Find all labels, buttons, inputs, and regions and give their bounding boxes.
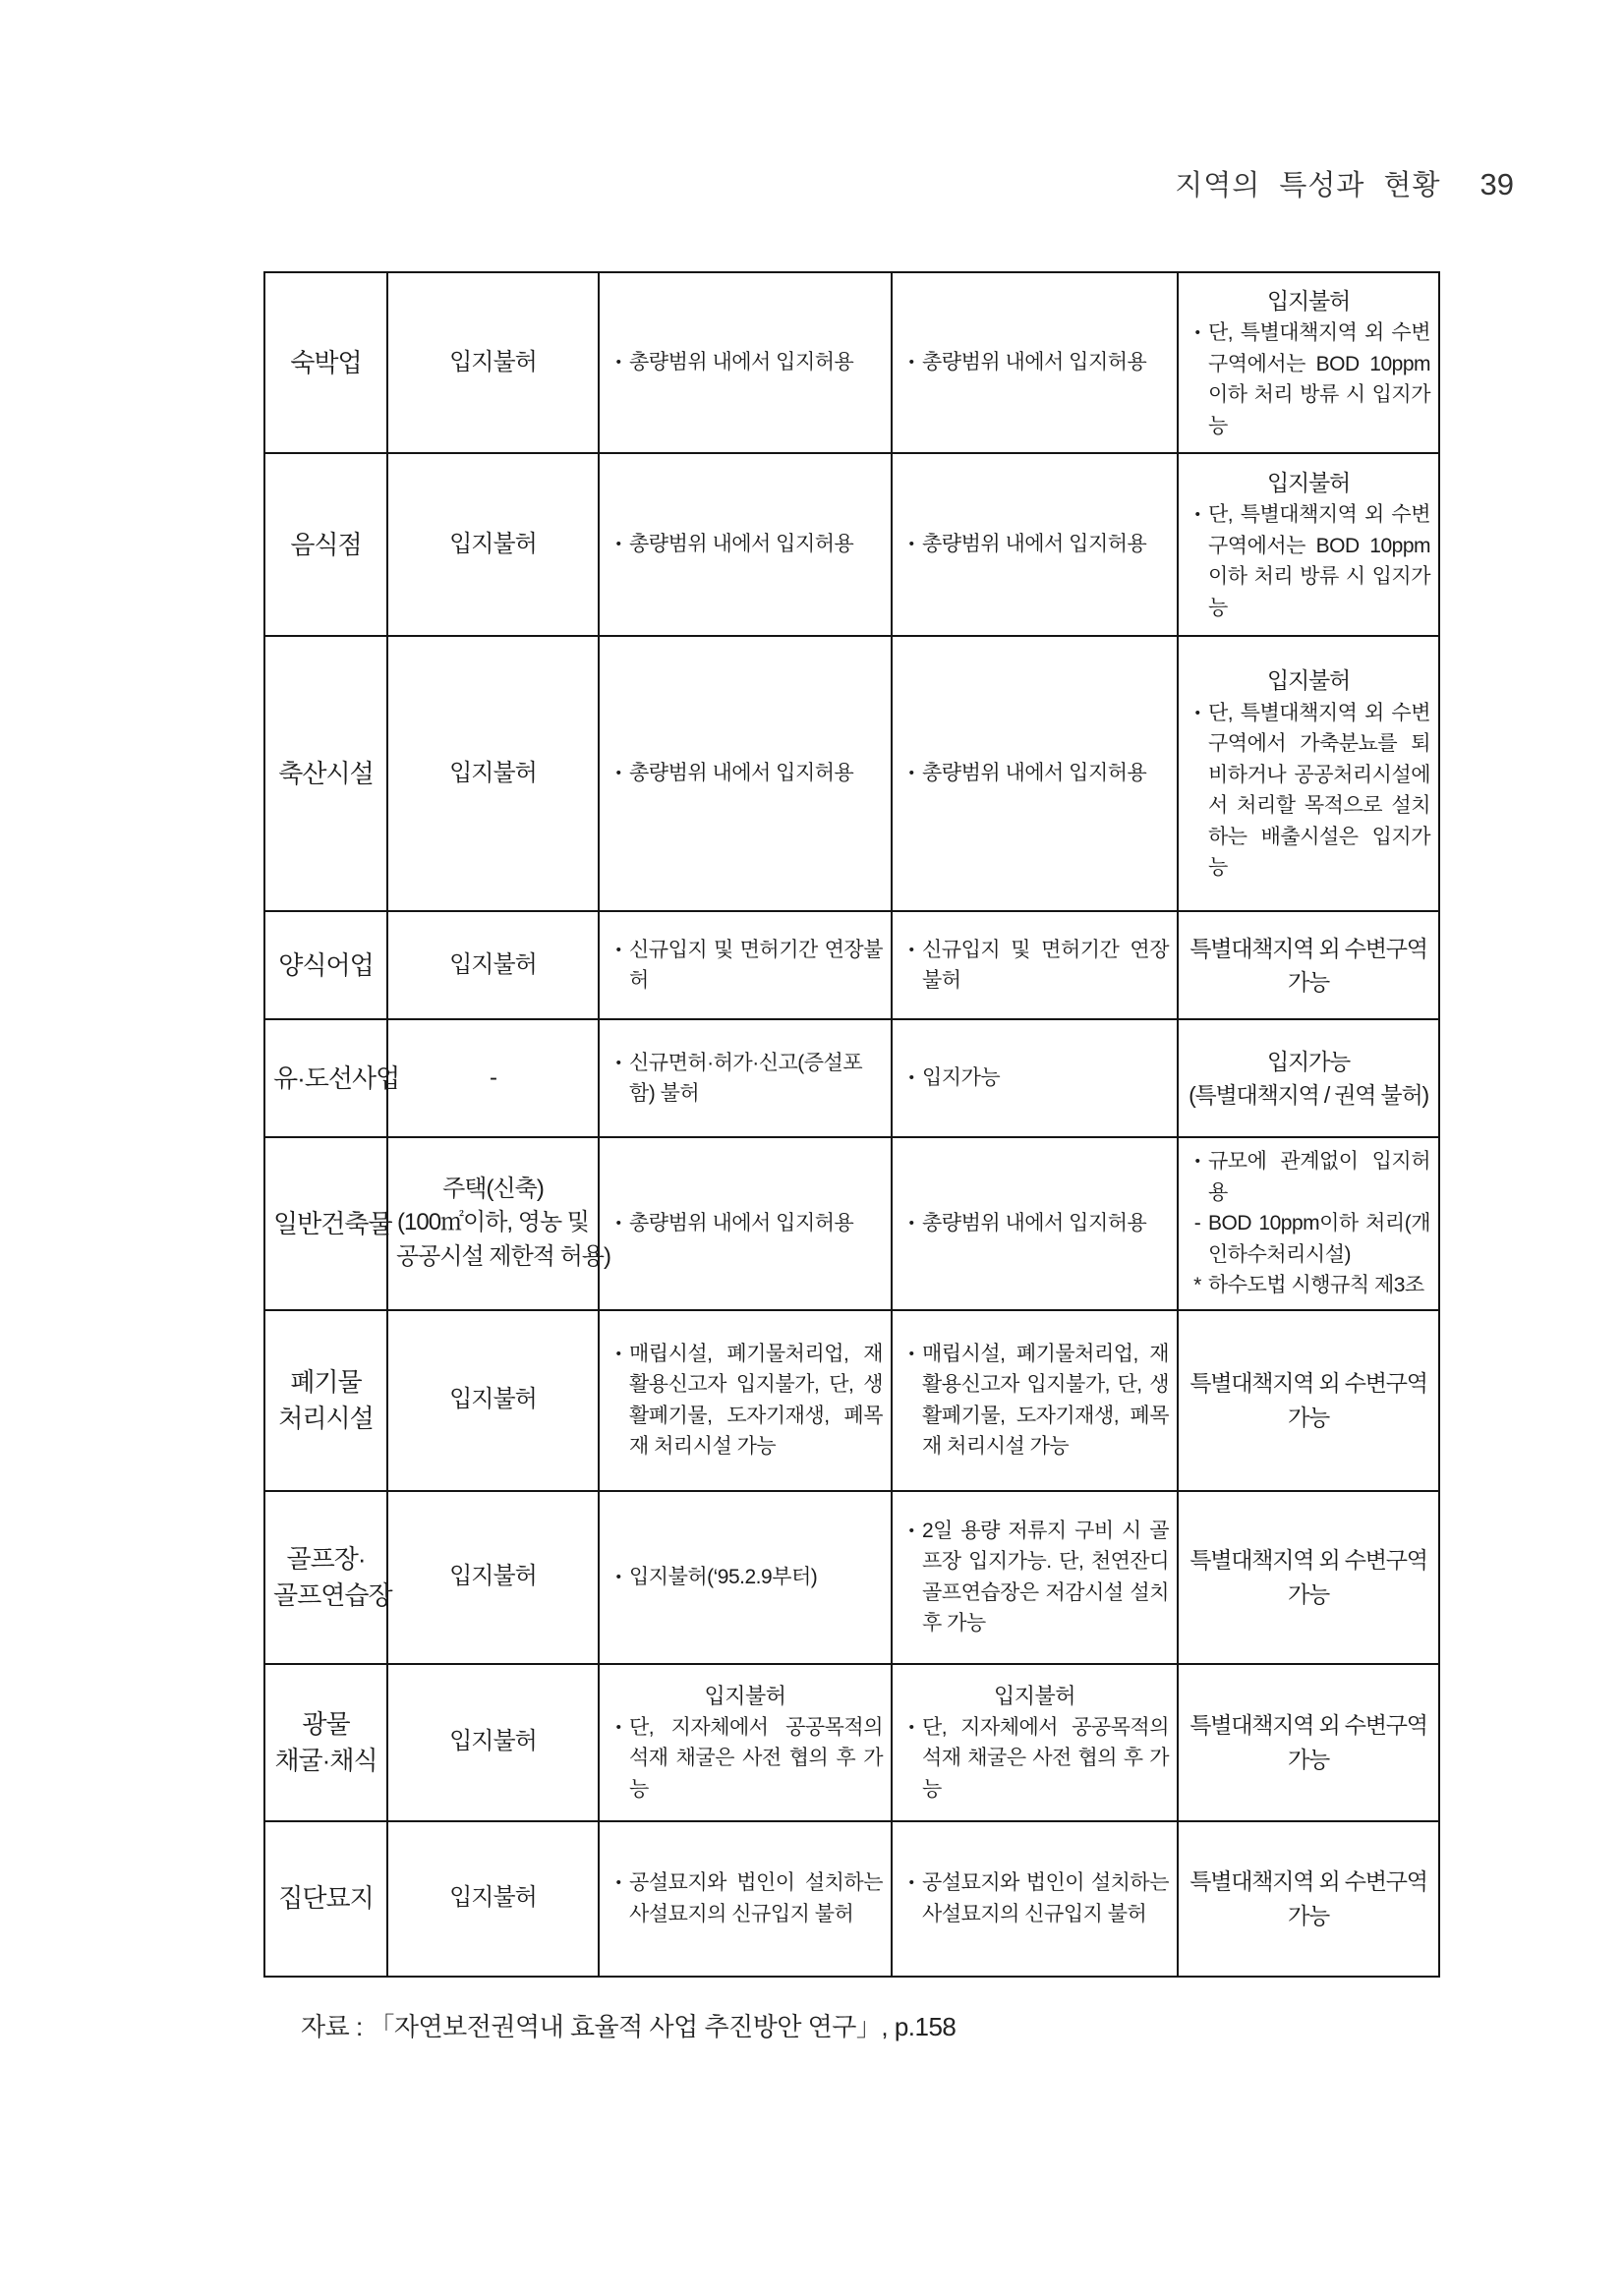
cell-c4: [892, 911, 1178, 1019]
running-head-title: 지역의 특성과 현황: [1175, 170, 1441, 201]
category-line: 집단묘지: [278, 1883, 374, 1914]
category-line: 음식점: [290, 529, 362, 559]
cell-c2: [387, 1491, 599, 1664]
cell-c4: [892, 1821, 1178, 1977]
cell-text: 입지불허: [1266, 287, 1351, 314]
cell-list-item: [608, 1562, 883, 1593]
bullet-marker: •: [908, 941, 914, 958]
cell-c2: [387, 1137, 610, 1310]
cell-text: 공공시설 제한적 허용): [396, 1243, 610, 1271]
cell-list-item: [900, 1712, 1169, 1806]
row-category: [264, 1664, 387, 1821]
cell-c5: [1178, 1019, 1439, 1137]
cell-list-item: [608, 1048, 883, 1110]
cell-text: 가능: [1287, 1404, 1330, 1430]
category-line: 채굴·채식: [274, 1745, 377, 1775]
item-text: 총량범위 내에서 입지허용: [922, 762, 1147, 785]
cell-c3: [599, 911, 892, 1019]
bullet-marker: •: [615, 765, 621, 782]
cell-text: 가능: [1287, 969, 1330, 995]
cell-list-item: [900, 1516, 1169, 1639]
cell-c3: [599, 1310, 892, 1491]
cell-text: 입지불허: [449, 1563, 537, 1590]
bullet-marker: •: [908, 1874, 914, 1891]
cell-text: 입지불허: [449, 530, 537, 557]
cell-list-item: [900, 1062, 1169, 1094]
bullet-marker: •: [908, 1069, 914, 1087]
bullet-marker: •: [615, 1718, 621, 1736]
category-line: 유·도선사업: [273, 1062, 400, 1093]
cell-c4: [892, 272, 1178, 453]
item-text: 신규입지 및 면허기간 연장불허: [629, 938, 883, 992]
cell-text: -: [490, 1063, 496, 1091]
bullet-marker: •: [615, 1874, 621, 1891]
cell-text: (100㎡이하, 영농 및: [397, 1209, 589, 1236]
table-row: [264, 1821, 1439, 1977]
cell-list-item: [1187, 499, 1430, 623]
cell-text: 입지불허: [449, 950, 537, 978]
table-row: [264, 272, 1439, 453]
cell-c3: [599, 1821, 892, 1977]
category-line: 골프연습장: [273, 1579, 392, 1610]
category-line: 축산시설: [278, 758, 374, 788]
cell-text: 입지불허: [704, 1683, 786, 1708]
category-line: 폐기물: [290, 1367, 362, 1398]
cell-text: 특별대책지역 외 수변구역: [1189, 1868, 1427, 1894]
row-category: [264, 636, 387, 911]
cell-c2: [387, 1664, 599, 1821]
table-row: [264, 911, 1439, 1019]
cell-c3: [599, 453, 892, 636]
cell-text: 특별대책지역 외 수변구역: [1189, 1712, 1427, 1738]
cell-c3: [599, 636, 892, 911]
cell-list-item: [900, 1867, 1169, 1929]
cell-c2: [387, 1019, 599, 1137]
cell-c2: [387, 272, 599, 453]
item-text: 단, 지자체에서 공공목적의 석재 채굴은 사전 협의 후 가능: [629, 1715, 883, 1801]
cell-list-item: [900, 347, 1169, 378]
cell-c4: [892, 453, 1178, 636]
cell-text: 입지가능: [1266, 1048, 1351, 1074]
cell-list-item: [1187, 698, 1430, 884]
cell-list-item: [608, 529, 883, 560]
bullet-marker: •: [908, 536, 914, 553]
cell-c4: [892, 1019, 1178, 1137]
cell-text: 특별대책지역 외 수변구역: [1189, 1547, 1427, 1573]
cell-text: 주택(신축): [442, 1175, 544, 1202]
table-row: [264, 453, 1439, 636]
cell-text: 입지불허: [993, 1683, 1075, 1708]
cell-text: 가능: [1287, 1746, 1330, 1772]
cell-text: 입지불허: [1266, 667, 1351, 694]
cell-list-item: [608, 1712, 883, 1806]
cell-text: 입지불허: [449, 759, 537, 786]
cell-text: 입지불허: [449, 348, 537, 375]
cell-text: (특별대책지역 / 권역 불허): [1189, 1082, 1428, 1108]
page-header: [1175, 163, 1514, 203]
row-category: [264, 1137, 392, 1310]
item-text: 단, 특별대책지역 외 수변구역에서는 BOD 10ppm이하 처리 방류 시 입지가능: [1208, 321, 1430, 437]
bullet-marker: •: [908, 1345, 914, 1362]
category-line: 골프장·: [286, 1544, 366, 1575]
cell-c5: [1178, 1310, 1439, 1491]
cell-c3: [599, 1137, 892, 1310]
bullet-marker: •: [1194, 704, 1200, 721]
item-text: 2일 용량 저류지 구비 시 골프장 입지가능. 단, 천연잔디 골프연습장은 저감시설 설치 후 가능: [922, 1519, 1169, 1635]
item-text: 공설묘지와 법인이 설치하는 사설묘지의 신규입지 불허: [922, 1871, 1169, 1925]
cell-c4: [892, 1310, 1178, 1491]
bullet-marker: •: [1194, 324, 1200, 342]
bullet-marker: •: [615, 1568, 621, 1585]
cell-c5: [1178, 1137, 1439, 1310]
cell-list-item: [1187, 1208, 1430, 1270]
item-text: 입지불허(‘95.2.9부터): [629, 1565, 818, 1588]
item-text: 총량범위 내에서 입지허용: [922, 351, 1147, 374]
cell-list-item: [608, 935, 883, 997]
item-text: 총량범위 내에서 입지허용: [922, 533, 1147, 556]
row-category: [264, 272, 387, 453]
table-row: [264, 1491, 1439, 1664]
cell-list-item: [1187, 317, 1430, 441]
cell-c4: [892, 1137, 1178, 1310]
item-text: 매립시설, 폐기물처리업, 재활용신고자 입지불가, 단, 생활폐기물, 도자기재생, 폐목재 처리시설 가능: [922, 1342, 1169, 1458]
item-text: 매립시설, 폐기물처리업, 재활용신고자 입지불가, 단, 생활폐기물, 도자기재생, 폐목재 처리시설 가능: [629, 1342, 883, 1458]
cell-c5: [1178, 636, 1439, 911]
item-text: 총량범위 내에서 입지허용: [629, 351, 854, 374]
table-row: [264, 1664, 1439, 1821]
cell-c5: [1178, 453, 1439, 636]
cell-list-item: [608, 1339, 883, 1463]
cell-text: 가능: [1287, 1580, 1330, 1607]
cell-list-item: [608, 758, 883, 789]
category-line: 양식어업: [278, 949, 374, 980]
item-text: 단, 지자체에서 공공목적의 석재 채굴은 사전 협의 후 가능: [922, 1715, 1169, 1801]
bullet-marker: •: [615, 536, 621, 553]
source-note: 자료 : 「자연보전권역내 효율적 사업 추진방안 연구」, p.158: [301, 2012, 957, 2041]
cell-text: 특별대책지역 외 수변구역: [1189, 1370, 1427, 1396]
cell-c2: [387, 1821, 599, 1977]
cell-c5: [1178, 1821, 1439, 1977]
row-category: [264, 1310, 387, 1491]
dash-marker: -: [1193, 1212, 1201, 1234]
bullet-marker: •: [908, 1521, 914, 1539]
cell-list-item: [900, 529, 1169, 560]
star-marker: *: [1193, 1274, 1201, 1296]
cell-list-item: [608, 1208, 883, 1239]
cell-c3: [599, 1664, 892, 1821]
cell-c3: [599, 1491, 892, 1664]
cell-c5: [1178, 1664, 1439, 1821]
item-text: 공설묘지와 법인이 설치하는 사설묘지의 신규입지 불허: [629, 1871, 883, 1925]
bullet-marker: •: [1194, 506, 1200, 524]
bullet-marker: •: [615, 1054, 621, 1071]
item-text: 입지가능: [922, 1066, 1001, 1090]
table-row: [264, 636, 1439, 911]
bullet-marker: •: [908, 765, 914, 782]
item-text: 총량범위 내에서 입지허용: [629, 762, 854, 785]
cell-text: 입지불허: [449, 1884, 537, 1912]
item-text: 신규입지 및 면허기간 연장불허: [922, 938, 1169, 992]
item-text: 하수도법 시행규칙 제3조: [1208, 1274, 1424, 1296]
row-category: [264, 1019, 400, 1137]
bullet-marker: •: [615, 354, 621, 372]
land-use-regulation-table: [263, 271, 1440, 1978]
row-category: [264, 911, 387, 1019]
cell-c3: [599, 1019, 892, 1137]
cell-c2: [387, 636, 599, 911]
cell-c4: [892, 1664, 1178, 1821]
item-text: BOD 10ppm이하 처리(개인하수처리시설): [1208, 1212, 1430, 1266]
cell-list-item: [900, 1208, 1169, 1239]
cell-c2: [387, 1310, 599, 1491]
item-text: 총량범위 내에서 입지허용: [629, 533, 854, 556]
item-text: 총량범위 내에서 입지허용: [629, 1211, 854, 1234]
cell-c5: [1178, 911, 1439, 1019]
cell-c4: [892, 636, 1178, 911]
category-line: 일반건축물: [273, 1208, 392, 1238]
bullet-marker: •: [615, 1214, 621, 1232]
item-text: 총량범위 내에서 입지허용: [922, 1211, 1147, 1234]
row-category: [264, 1821, 387, 1977]
row-category: [264, 1491, 392, 1664]
cell-c3: [599, 272, 892, 453]
cell-list-item: [900, 758, 1169, 789]
bullet-marker: •: [908, 1718, 914, 1736]
item-text: 규모에 관계없이 입지허용: [1208, 1150, 1430, 1204]
category-line: 숙박업: [290, 347, 362, 377]
table-row: [264, 1310, 1439, 1491]
cell-text: 입지불허: [449, 1386, 537, 1413]
item-text: 단, 특별대책지역 외 수변구역에서는 BOD 10ppm이하 처리 방류 시 입지가능: [1208, 503, 1430, 619]
cell-list-item: [900, 1339, 1169, 1463]
cell-c2: [387, 453, 599, 636]
cell-list-item: [1187, 1146, 1430, 1208]
bullet-marker: •: [615, 1345, 621, 1362]
bullet-marker: •: [908, 354, 914, 372]
table-row: [264, 1137, 1439, 1310]
cell-list-item: [1187, 1270, 1430, 1301]
cell-list-item: [608, 347, 883, 378]
cell-c5: [1178, 272, 1439, 453]
cell-text: 특별대책지역 외 수변구역: [1189, 935, 1427, 961]
bullet-marker: •: [908, 1214, 914, 1232]
cell-c5: [1178, 1491, 1439, 1664]
cell-text: 가능: [1287, 1902, 1330, 1928]
cell-text: 입지불허: [449, 1728, 537, 1755]
table-body: [264, 272, 1439, 1977]
category-line: 광물: [302, 1709, 350, 1740]
cell-text: 입지불허: [1266, 469, 1351, 495]
cell-list-item: [608, 1867, 883, 1929]
item-text: 신규면허·허가·신고(증설포함) 불허: [629, 1051, 863, 1105]
item-text: 단, 특별대책지역 외 수변구역에서 가축분뇨를 퇴비하거나 공공처리시설에서 처리할 목적으로 설치하는 배출시설은 입지가능: [1208, 701, 1430, 880]
table-row: [264, 1019, 1439, 1137]
bullet-marker: •: [615, 941, 621, 958]
bullet-marker: •: [1194, 1153, 1200, 1170]
cell-c4: [892, 1491, 1178, 1664]
cell-c2: [387, 911, 599, 1019]
cell-list-item: [900, 935, 1169, 997]
page-number: 39: [1479, 167, 1514, 201]
row-category: [264, 453, 387, 636]
category-line: 처리시설: [278, 1403, 374, 1433]
